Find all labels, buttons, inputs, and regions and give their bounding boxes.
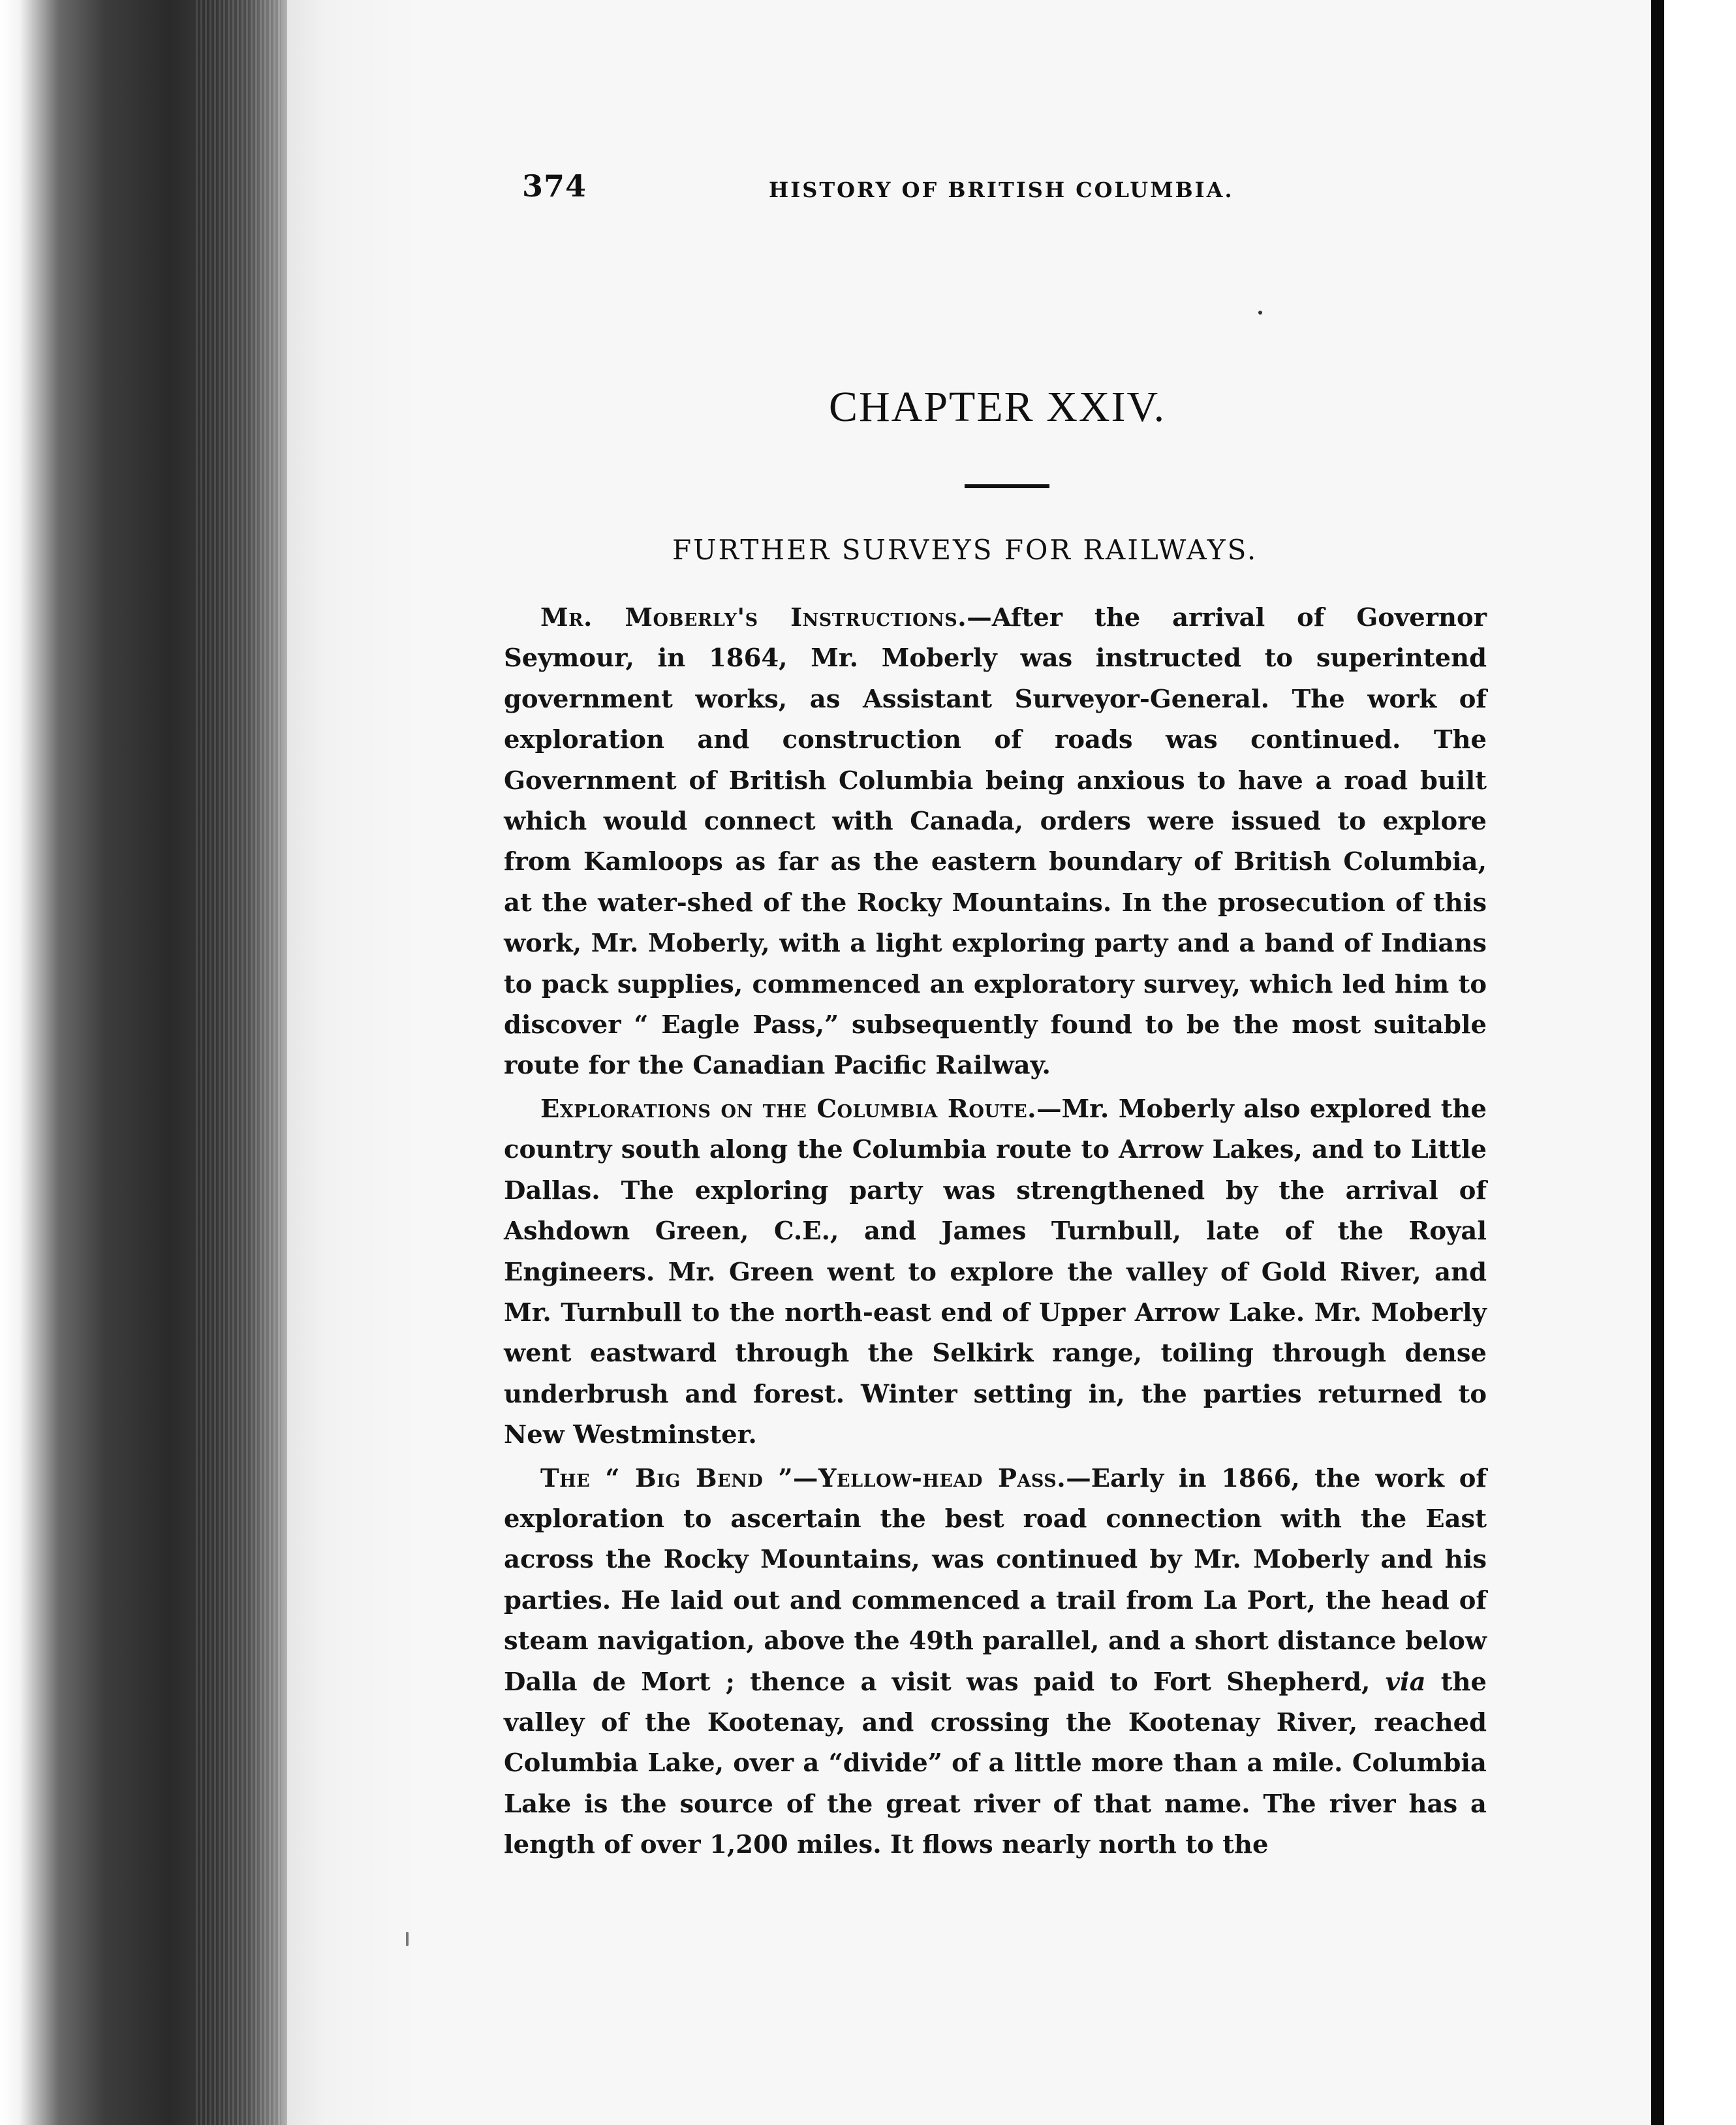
paragraph-text: the valley of the Kootenay, and crossing the Kootenay River, reached Columbia Lake, over a “divide” of a little more than a mile. Columbia Lake is the source of the great river of that name. The river has a length of over 1,200 miles. It flows nearly north to the	[504, 1667, 1487, 1860]
paragraph-italic: via	[1385, 1667, 1426, 1697]
body-text	[504, 598, 1487, 1869]
paragraph-text: —After the arrival of Governor Seymour, in 1864, Mr. Moberly was instructed to superintend government works, as Assistant Surveyor-General. The work of exploration and construction of roads was continued. The Government of British Columbia being anxious to have a road built which would connect with Canada, orders were issued to explore from Kamloops as far as the eastern boundary of British Columbia, at the water-shed of the Rocky Mountains. In the prosecution of this work, Mr. Moberly, with a light exploring party and a band of Indians to pack supplies, commenced an exploratory survey, which led him to discover “ Eagle Pass,” subsequently found to be the most suitable route for the Canadian Pacific Railway.	[504, 603, 1487, 1081]
paragraph-text: —Early in 1866, the work of exploration to ascertain the best road connection with the East across the Rocky Mountains, was continued by Mr. Moberly and his parties. He laid out and commenced a trail from La Port, the head of steam navigation, above the 49th parallel, and a short distance below Dalla de Mort ; thence a visit was paid to Fort Shepherd,	[504, 1463, 1487, 1697]
paragraph-lead: Explorations on the Columbia Route.	[540, 1094, 1037, 1124]
paragraph-big-bend	[504, 1459, 1487, 1866]
running-title: HISTORY OF BRITISH COLUMBIA.	[769, 178, 1234, 202]
paragraph-moberly-instructions	[504, 598, 1487, 1087]
paragraph-lead: The “ Big Bend ”—Yellow-head Pass.	[540, 1463, 1066, 1493]
scan-right-margin	[1664, 0, 1736, 2125]
chapter-subtitle: FURTHER SURVEYS FOR RAILWAYS.	[672, 534, 1258, 566]
paragraph-lead: Mr. Moberly's Instructions.	[540, 603, 967, 632]
chapter-title: CHAPTER XXIV.	[829, 383, 1166, 431]
chapter-divider	[965, 484, 1049, 488]
page-number: 374	[522, 168, 587, 204]
scan-speck	[406, 1932, 409, 1946]
gutter-page-edges	[196, 0, 281, 2125]
scan-speck	[1258, 311, 1262, 315]
paragraph-text: —Mr. Moberly also explored the country south along the Columbia route to Arrow Lakes, and to Little Dallas. The exploring party was strengthened by the arrival of Ashdown Green, C.E., and James Turnbull, late of the Royal Engineers. Mr. Green went to explore the valley of Gold River, and Mr. Turnbull to the north-east end of Upper Arrow Lake. Mr. Moberly went eastward through the Selkirk range, toiling through dense underbrush and forest. Winter setting in, the parties returned to New Westminster.	[504, 1094, 1487, 1450]
paragraph-columbia-route	[504, 1089, 1487, 1456]
